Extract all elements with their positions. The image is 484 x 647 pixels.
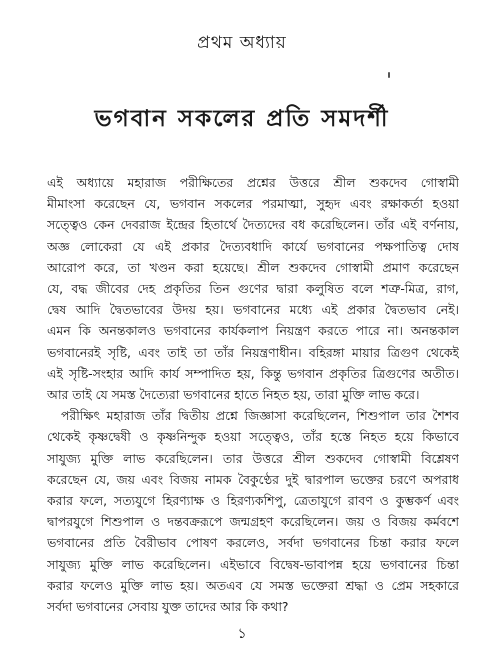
text-line: এমন কি অনন্তকালও ভগবানের কার্যকলাপ নিয়ন্ত্রণ করতে পারে না। অনন্তকাল [47,323,459,339]
text-line: সর্বদা ভগবানের সেবায় যুক্ত তাদের আর কি কথা? [47,599,289,615]
text-line: মীমাংসা করেছেন যে, ভগবান সকলের পরমাত্মা, সুহৃদ এবং রক্ষাকর্তা হওয়া [47,196,459,212]
text-line: থেকেই কৃষ্ণদ্বেষী ও কৃষ্ণনিন্দুক হওয়া সত্ত্বেও, তাঁর হস্তে নিহত হয়ে কিভাবে [47,429,459,445]
text-line: দ্বাপরযুগে শিশুপাল ও দন্তবক্ররূপে জন্মগ্রহণ করেছিলেন। জয় ও বিজয় কর্মবশে [47,514,459,530]
text-line: আরোপ করে, তা খণ্ডন করা হয়েছে। শ্রীল শুকদেব গোস্বামী প্রমাণ করেছেন [47,259,459,275]
text-line: ভগবানেরই সৃষ্টি, এবং তাই তা তাঁর নিয়ন্ত্রণাধীন। বহিরঙ্গা মায়ার ত্রিগুণ থেকেই [47,344,459,360]
chapter-heading: প্রথম অধ্যায় [197,33,287,53]
ink-speck [388,72,390,78]
text-line: যে, বদ্ধ জীবের দেহ প্রকৃতির তিন গুণের দ্বারা কলুষিত বলে শত্রু-মিত্র, রাগ, [47,281,459,297]
text-line: অজ্ঞ লোকেরা যে এই প্রকার দৈত্যবধাদি কার্যে ভগবানের পক্ষপাতিত্ব দোষ [47,238,459,254]
page-number: ১ [237,626,247,642]
text-line: দ্বেষ আদি দ্বৈতভাবের উদয় হয়। ভগবানের মধ্যে এই প্রকার দ্বৈতভাব নেই। [47,302,459,318]
text-line: আর তাই যে সমস্ত দৈত্যেরা ভগবানের হাতে নিহত হয়, তারা মুক্তি লাভ করে। [47,387,420,403]
text-line: করার ফলে, সত্যযুগে হিরণ্যাক্ষ ও হিরণ্যকশিপু, ত্রেতাযুগে রাবণ ও কুম্ভকর্ণ এবং [47,493,459,509]
text-line: সাযুজ্য মুক্তি লাভ করেছিলেন। তার উত্তরে শ্রীল শুকদেব গোস্বামী বিশ্লেষণ [47,450,459,466]
text-line: পরীক্ষিৎ মহারাজ তাঁর দ্বিতীয় প্রশ্নে জিজ্ঞাসা করেছিলেন, শিশুপাল তার শৈশব [61,408,459,424]
text-line: ভগবানের প্রতি বৈরীভাব পোষণ করলেও, সর্বদা ভগবানের চিন্তা করার ফলে [47,535,459,551]
text-line: এই সৃষ্টি-সংহার আদি কার্য সম্পাদিত হয়, কিন্তু ভগবান প্রকৃতির ত্রিগুণের অতীত। [47,365,459,381]
text-line: করার ফলেও মুক্তি লাভ হয়। অতএব যে সমস্ত ভক্তেরা শ্রদ্ধা ও প্রেম সহকারে [47,577,459,593]
chapter-title: ভগবান সকলের প্রতি সমদর্শী [94,106,390,132]
body-text [47,172,459,617]
text-line: এই অধ্যায়ে মহারাজ পরীক্ষিতের প্রশ্নের উত্তরে শ্রীল শুকদেব গোস্বামী [47,175,459,190]
text-line: করেছেন যে, জয় এবং বিজয় নামক বৈকুণ্ঠের দুই দ্বারপাল ভক্তের চরণে অপরাধ [47,471,459,487]
text-line: সত্ত্বেও কেন দেবরাজ ইন্দ্রের হিতার্থে দৈত্যদের বধ করেছিলেন। তাঁর এই বর্ণনায়, [47,217,459,233]
text-line: সাযুজ্য মুক্তি লাভ করেছিলেন। এইভাবে বিদ্বেষ-ভাবাপন্ন হয়ে ভগবানের চিন্তা [47,556,459,572]
